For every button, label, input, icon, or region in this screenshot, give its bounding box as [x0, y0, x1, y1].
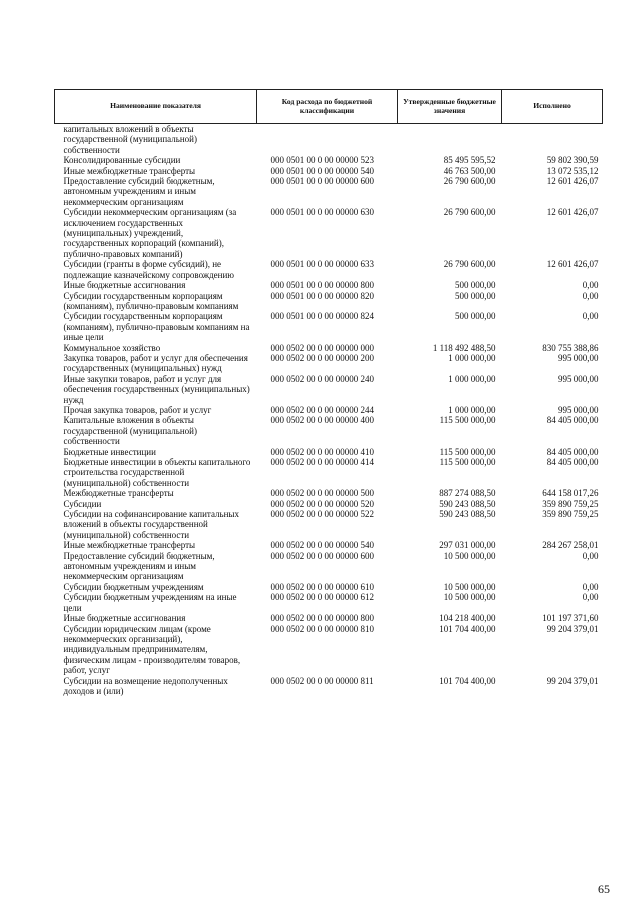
- table-row: [55, 676, 603, 697]
- budget-table-container: [54, 89, 602, 696]
- budget-code-cell: 000 0501 00 0 00 00000 820: [270, 290, 374, 301]
- indicator-name-cell: Субсидии государственным корпорациям (компаниям), публично-правовым компаниям на иные цели: [63, 311, 250, 343]
- header-approved-values: Утвержденные бюджетные значения: [398, 90, 502, 124]
- approved-value-cell: 297 031 000,00: [439, 540, 496, 551]
- executed-value-cell: 0,00: [582, 290, 599, 301]
- budget-code-cell: 000 0501 00 0 00 00000 540: [270, 165, 374, 176]
- approved-value-cell: 10 500 000,00: [443, 550, 496, 561]
- executed-value-cell: 0,00: [582, 550, 599, 561]
- approved-value-cell: 10 500 000,00: [443, 592, 496, 603]
- header-executed: Исполнено: [502, 90, 603, 124]
- indicator-name-cell: Субсидии (гранты в форме субсидий), не подлежащие казначейскому сопровождению: [63, 259, 235, 280]
- table-row: [55, 540, 603, 550]
- approved-value-cell: 46 763 500,00: [443, 165, 496, 176]
- executed-value-cell: 0,00: [582, 581, 599, 592]
- executed-value-cell: 12 601 426,07: [546, 259, 599, 270]
- budget-code-cell: 000 0502 00 0 00 00000 244: [270, 404, 374, 415]
- indicator-name-cell: капитальных вложений в объекты государственной (муниципальной) собственности: [63, 124, 197, 155]
- executed-value-cell: 84 405 000,00: [546, 457, 599, 467]
- table-row: [55, 488, 603, 498]
- table-row: [55, 259, 603, 280]
- indicator-name-cell: Межбюджетные трансферты: [63, 488, 174, 499]
- table-row: [55, 311, 603, 342]
- approved-value-cell: 115 500 000,00: [439, 446, 496, 457]
- budget-code-cell: 000 0502 00 0 00 00000 200: [270, 352, 374, 363]
- table-body: [55, 124, 603, 697]
- budget-code-cell: 000 0502 00 0 00 00000 811: [270, 675, 374, 686]
- indicator-name-cell: Иные закупки товаров, работ и услуг для обеспечения государственных (муниципальных) нужд: [63, 373, 250, 405]
- indicator-name-cell: Консолидированные субсидии: [63, 155, 181, 166]
- approved-value-cell: 887 274 088,50: [439, 488, 496, 499]
- table-row: [55, 374, 603, 405]
- executed-value-cell: 284 267 258,01: [542, 540, 599, 551]
- indicator-name-cell: Субсидии бюджетным учреждениям на иные цели: [63, 592, 237, 613]
- header-budget-code: Код расхода по бюджетной классификации: [257, 90, 398, 124]
- budget-code-cell: 000 0502 00 0 00 00000 240: [270, 373, 374, 384]
- executed-value-cell: 0,00: [582, 280, 599, 291]
- executed-value-cell: 12 601 426,07: [546, 176, 599, 187]
- indicator-name-cell: Субсидии некоммерческим организациям (за исключением государственных (муниципальных) учреждений, государственных корпораций (компаний), публично-правовых компаний): [63, 207, 237, 259]
- budget-code-cell: 000 0502 00 0 00 00000 540: [270, 540, 374, 551]
- table-row: [55, 457, 603, 488]
- indicator-name-cell: Закупка товаров, работ и услуг для обеспечения государственных (муниципальных) нужд: [63, 352, 248, 374]
- executed-value-cell: 644 158 017,26: [542, 488, 599, 499]
- indicator-name-cell: Предоставление субсидий бюджетным, автономным учреждениям и иным некоммерческим организациям: [63, 550, 215, 582]
- budget-code-cell: 000 0502 00 0 00 00000 000: [270, 342, 374, 353]
- table-row: [55, 499, 603, 509]
- budget-code-cell: 000 0501 00 0 00 00000 630: [270, 207, 374, 218]
- approved-value-cell: 1 118 492 488,50: [432, 342, 496, 353]
- approved-value-cell: [398, 124, 502, 156]
- executed-value-cell: 99 204 379,01: [546, 623, 599, 634]
- budget-code-cell: 000 0502 00 0 00 00000 810: [270, 623, 374, 634]
- table-row: [55, 176, 603, 207]
- approved-value-cell: 1 000 000,00: [448, 373, 496, 384]
- table-row: [55, 447, 603, 457]
- indicator-name-cell: Иные межбюджетные трансферты: [63, 165, 196, 176]
- table-row: [55, 624, 603, 676]
- indicator-name-cell: Иные бюджетные ассигнования: [63, 613, 186, 624]
- executed-value-cell: 995 000,00: [558, 404, 599, 415]
- approved-value-cell: 500 000,00: [455, 311, 496, 322]
- executed-value-cell: 84 405 000,00: [546, 415, 599, 426]
- indicator-name-cell: Субсидии на возмещение недополученных доходов и (или): [63, 675, 228, 696]
- budget-code-cell: 000 0502 00 0 00 00000 500: [270, 488, 374, 499]
- approved-value-cell: 500 000,00: [455, 280, 496, 291]
- budget-code-cell: 000 0502 00 0 00 00000 600: [270, 550, 374, 561]
- executed-value-cell: 13 072 535,12: [546, 165, 599, 176]
- executed-value-cell: 830 755 388,86: [542, 342, 599, 353]
- indicator-name-cell: Коммунальное хозяйство: [63, 342, 161, 353]
- indicator-name-cell: Прочая закупка товаров, работ и услуг: [63, 404, 212, 415]
- table-row: [55, 343, 603, 353]
- table-row: [55, 509, 603, 540]
- table-row: [55, 207, 603, 259]
- table-row: [55, 124, 603, 156]
- approved-value-cell: 26 790 600,00: [443, 176, 496, 187]
- table-row: [55, 280, 603, 290]
- approved-value-cell: 590 243 088,50: [439, 498, 496, 509]
- table-row: [55, 405, 603, 415]
- executed-value-cell: 359 890 759,25: [542, 498, 599, 509]
- budget-code-cell: 000 0502 00 0 00 00000 400: [270, 415, 374, 426]
- indicator-name-cell: Субсидии государственным корпорациям (компаниям), публично-правовым компаниям: [63, 290, 239, 311]
- table-row: [55, 592, 603, 613]
- approved-value-cell: 104 218 400,00: [439, 613, 496, 624]
- executed-value-cell: 359 890 759,25: [542, 509, 599, 520]
- budget-code-cell: 000 0502 00 0 00 00000 610: [270, 581, 374, 592]
- approved-value-cell: 101 704 400,00: [439, 623, 496, 634]
- budget-execution-table: [54, 89, 603, 696]
- executed-value-cell: 995 000,00: [558, 373, 599, 384]
- indicator-name-cell: Бюджетные инвестиции: [63, 446, 156, 457]
- approved-value-cell: 590 243 088,50: [439, 509, 496, 520]
- executed-value-cell: [502, 124, 603, 156]
- table-row: [55, 291, 603, 312]
- executed-value-cell: 12 601 426,07: [546, 207, 599, 218]
- approved-value-cell: 26 790 600,00: [443, 259, 496, 270]
- budget-code-cell: [257, 124, 398, 156]
- indicator-name-cell: Субсидии юридическим лицам (кроме некоммерческих организаций), индивидуальным предпринимателям, физическим лицам - производителям товаров, работ, услуг: [63, 623, 241, 676]
- indicator-name-cell: Бюджетные инвестиции в объекты капитального строительства государственной (муниципальной) собственности: [63, 457, 251, 488]
- executed-value-cell: 59 802 390,59: [546, 155, 599, 166]
- table-header-row: [55, 90, 603, 124]
- executed-value-cell: 995 000,00: [558, 352, 599, 363]
- budget-code-cell: 000 0501 00 0 00 00000 523: [270, 155, 374, 166]
- indicator-name-cell: Субсидии бюджетным учреждениям: [63, 581, 204, 592]
- table-row: [55, 155, 603, 165]
- executed-value-cell: 101 197 371,60: [542, 613, 599, 624]
- table-row: [55, 551, 603, 582]
- budget-code-cell: 000 0502 00 0 00 00000 522: [270, 509, 374, 520]
- executed-value-cell: 0,00: [582, 311, 599, 322]
- budget-code-cell: 000 0502 00 0 00 00000 410: [270, 446, 374, 457]
- table-row: [55, 166, 603, 176]
- approved-value-cell: 101 704 400,00: [439, 675, 496, 686]
- table-row: [55, 582, 603, 592]
- executed-value-cell: 0,00: [582, 592, 599, 603]
- approved-value-cell: 500 000,00: [455, 290, 496, 301]
- budget-code-cell: 000 0501 00 0 00 00000 824: [270, 311, 374, 322]
- budget-code-cell: 000 0501 00 0 00 00000 800: [270, 280, 374, 291]
- indicator-name-cell: Предоставление субсидий бюджетным, автономным учреждениям и иным некоммерческим организациям: [63, 176, 215, 207]
- budget-code-cell: 000 0501 00 0 00 00000 600: [270, 176, 374, 187]
- approved-value-cell: 1 000 000,00: [448, 352, 496, 363]
- approved-value-cell: 10 500 000,00: [443, 581, 496, 592]
- approved-value-cell: 115 500 000,00: [439, 457, 496, 467]
- header-indicator-name: Наименование показателя: [55, 90, 257, 124]
- indicator-name-cell: Субсидии: [63, 498, 102, 509]
- executed-value-cell: 84 405 000,00: [546, 446, 599, 457]
- budget-code-cell: 000 0502 00 0 00 00000 520: [270, 498, 374, 509]
- indicator-name-cell: Иные межбюджетные трансферты: [63, 540, 196, 551]
- budget-code-cell: 000 0502 00 0 00 00000 800: [270, 613, 374, 624]
- page-number: 65: [598, 882, 610, 896]
- indicator-name-cell: Субсидии на софинансирование капитальных вложений в объекты государственной (муниципальной) собственности: [63, 509, 239, 540]
- indicator-name-cell: Капитальные вложения в объекты государственной (муниципальной) собственности: [63, 415, 197, 447]
- table-row: [55, 613, 603, 623]
- executed-value-cell: 99 204 379,01: [546, 675, 599, 686]
- indicator-name-cell: Иные бюджетные ассигнования: [63, 280, 186, 291]
- approved-value-cell: 1 000 000,00: [448, 404, 496, 415]
- table-row: [55, 353, 603, 374]
- table-row: [55, 415, 603, 446]
- approved-value-cell: 85 495 595,52: [443, 155, 496, 166]
- approved-value-cell: 115 500 000,00: [439, 415, 496, 426]
- approved-value-cell: 26 790 600,00: [443, 207, 496, 218]
- budget-code-cell: 000 0502 00 0 00 00000 414: [270, 457, 374, 467]
- budget-code-cell: 000 0501 00 0 00 00000 633: [270, 259, 374, 270]
- budget-code-cell: 000 0502 00 0 00 00000 612: [270, 592, 374, 603]
